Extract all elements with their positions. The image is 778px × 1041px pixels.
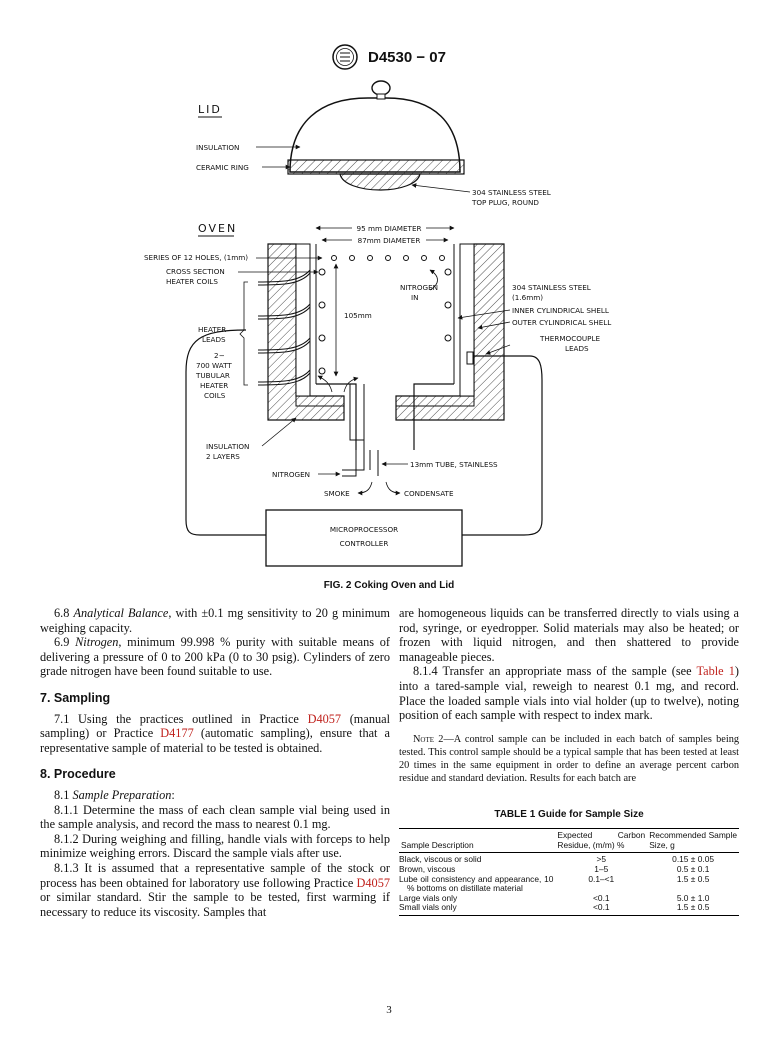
table-header-row — [399, 829, 739, 853]
table-header: Recommended Sample Size, g — [647, 829, 739, 853]
section-7-heading: 7. Sampling — [40, 690, 111, 705]
lid-knob — [372, 81, 390, 95]
height-label: 105mm — [344, 311, 372, 320]
paragraph-8-1-1: 8.1.1 Determine the mass of each clean sample vial being used in the sample analysis, and record the mass to nearest 0.1 mg. — [40, 802, 390, 832]
plug-label-2: TOP PLUG, ROUND — [472, 198, 539, 207]
oven-label: OVEN — [198, 222, 238, 235]
link-d4057-2[interactable]: D4057 — [356, 875, 390, 890]
nitrogen-in-label-2: IN — [411, 293, 419, 302]
heater-leads-label-2: LEADS — [202, 335, 226, 344]
thermocouple-label-2: LEADS — [565, 344, 589, 353]
dia-87-label: 87mm DIAMETER — [357, 236, 421, 245]
table-cell: <0.1 — [593, 892, 610, 903]
ceramic-ring-label: CERAMIC RING — [196, 163, 249, 172]
condensate-label: CONDENSATE — [404, 489, 454, 498]
table-1 — [399, 828, 739, 916]
controller-label-1: MICROPROCESSOR — [329, 525, 399, 534]
table-cell: Brown, viscous — [399, 863, 456, 874]
lid-label: LID — [198, 103, 222, 116]
lid-insulation-label: INSULATION — [196, 143, 240, 152]
controller-label-2: CONTROLLER — [339, 539, 389, 548]
ss-label-1: 304 STAINLESS STEEL — [512, 283, 591, 292]
table-cell: 0.15 ± 0.05 — [672, 854, 715, 865]
note-2: Note 2—A control sample can be included in each batch of samples being tested. This control sample should be a typical sample that has been tested at least 20 times in the same equipment in order to define an average percent carbon residue and standard deviation. Results for each batch are — [399, 733, 739, 785]
microprocessor-controller — [266, 510, 462, 566]
paragraph-continued: are homogeneous liquids can be transferred directly to vials using a rod, syringe, or eyedropper. Solid materials may also be heated; or frozen with liquid nitrogen, and then shattered to provide manageable pieces. — [399, 606, 739, 664]
table-cell: Large vials only — [399, 892, 458, 903]
ceramic-ring — [288, 160, 464, 174]
coils-label-3: TUBULAR — [196, 371, 230, 380]
heater-leads-label-1: HEATER — [198, 325, 227, 334]
top-plug — [340, 174, 420, 190]
table-cell: Black, viscous or solid — [399, 854, 482, 865]
table-cell: 1–5 — [594, 863, 609, 874]
standard-designation: D4530 − 07 — [368, 48, 446, 66]
coils-label-2: 700 WATT — [196, 361, 232, 370]
plug-label-1: 304 STAINLESS STEEL — [472, 188, 551, 197]
table-cell: Lube oil consistency and appearance, 10 % bottoms on distillate material — [399, 873, 554, 894]
inner-shell-label: INNER CYLINDRICAL SHELL — [512, 306, 609, 315]
table-header: Sample Description — [399, 829, 555, 853]
outer-shell-label: OUTER CYLINDRICAL SHELL — [512, 318, 612, 327]
paragraph-8-1-4: 8.1.4 Transfer an appropriate mass of the sample (see Table 1) into a tared-sample vial, reweigh to nearest 0.1 mg, and record. Place the loaded sample vials into vial holder (up to twelve), noting position of each sample with respect to index mark. — [399, 664, 739, 723]
nitrogen-in-label-1: NITROGEN — [400, 283, 439, 292]
section-8-heading: 8. Procedure — [40, 767, 116, 782]
paragraph-8-1-2: 8.1.2 During weighing and filling, handle vials with forceps to help minimize weighing errors. Discard the sample vials after use. — [40, 831, 390, 861]
coils-label-5: COILS — [204, 391, 226, 400]
table-cell: <0.1 — [555, 903, 647, 915]
left-column — [40, 606, 390, 919]
cross-section-label-1: CROSS SECTION — [166, 267, 225, 276]
nitrogen-label: NITROGEN — [272, 470, 311, 479]
table-cell: >5 — [596, 854, 607, 865]
page-number: 3 — [386, 1004, 392, 1016]
insulation-layers-label-1: INSULATION — [206, 442, 250, 451]
paragraph-6-9: 6.9 Nitrogen, minimum 99.998 % purity with suitable means of delivering a pressure of 0 to 200 kPa (0 to 30 psig). Cylinders of zero grade nitrogen have been found suitable to use. — [40, 635, 390, 679]
coils-label-1: 2− — [214, 351, 225, 360]
coils-label-4: HEATER — [200, 381, 229, 390]
thermocouple-label-1: THERMOCOUPLE — [540, 334, 601, 343]
table-cell: 0.5 ± 0.1 — [676, 863, 710, 874]
table-cell: 0.1–<1 — [588, 873, 615, 884]
link-d4177[interactable]: D4177 — [160, 726, 194, 741]
paragraph-7-1: 7.1 Using the practices outlined in Practice D4057 (manual sampling) or Practice D4177 (automatic sampling), ensure that a representative sample of material to be tested is obtained. — [40, 711, 391, 755]
nitrogen-holes — [332, 256, 445, 261]
ss-label-2: (1.6mm) — [512, 293, 544, 302]
cross-section-label-2: HEATER COILS — [166, 277, 218, 286]
table-cell: 5.0 ± 1.0 — [676, 892, 710, 903]
table-row — [399, 903, 739, 915]
tube-label: 13mm TUBE, STAINLESS — [410, 460, 498, 469]
smoke-label: SMOKE — [324, 489, 350, 498]
table-row — [399, 875, 739, 894]
paragraph-8-1-3: 8.1.3 It is assumed that a representative sample of the stock or process has been obtained for laboratory use following Practice D4057 or similar standard. Stir the sample to be tested, first warming if necessary to reduce its viscosity. Samples that — [40, 860, 390, 919]
figure-caption: FIG. 2 Coking Oven and Lid — [323, 580, 455, 591]
table-1-title: TABLE 1 Guide for Sample Size — [494, 808, 644, 820]
link-table-1[interactable]: Table 1 — [696, 664, 735, 679]
paragraph-8-1: 8.1 Sample Preparation: — [54, 787, 175, 802]
paragraph-6-8: 6.8 Analytical Balance, with ±0.1 mg sensitivity to 20 g minimum weighing capacity. — [40, 606, 390, 635]
holes-label: SERIES OF 12 HOLES, (1mm) — [144, 253, 249, 262]
table-cell: 1.5 ± 0.5 — [676, 873, 710, 884]
dia-95-label: 95 mm DIAMETER — [356, 224, 422, 233]
table-cell: Small vials only — [399, 903, 555, 915]
right-column — [399, 606, 739, 916]
table-header: Expected Carbon Residue, (m/m) % — [555, 829, 647, 853]
table-cell: 1.5 ± 0.5 — [647, 903, 739, 915]
link-d4057[interactable]: D4057 — [307, 711, 342, 726]
insulation-layers-label-2: 2 LAYERS — [206, 452, 240, 461]
